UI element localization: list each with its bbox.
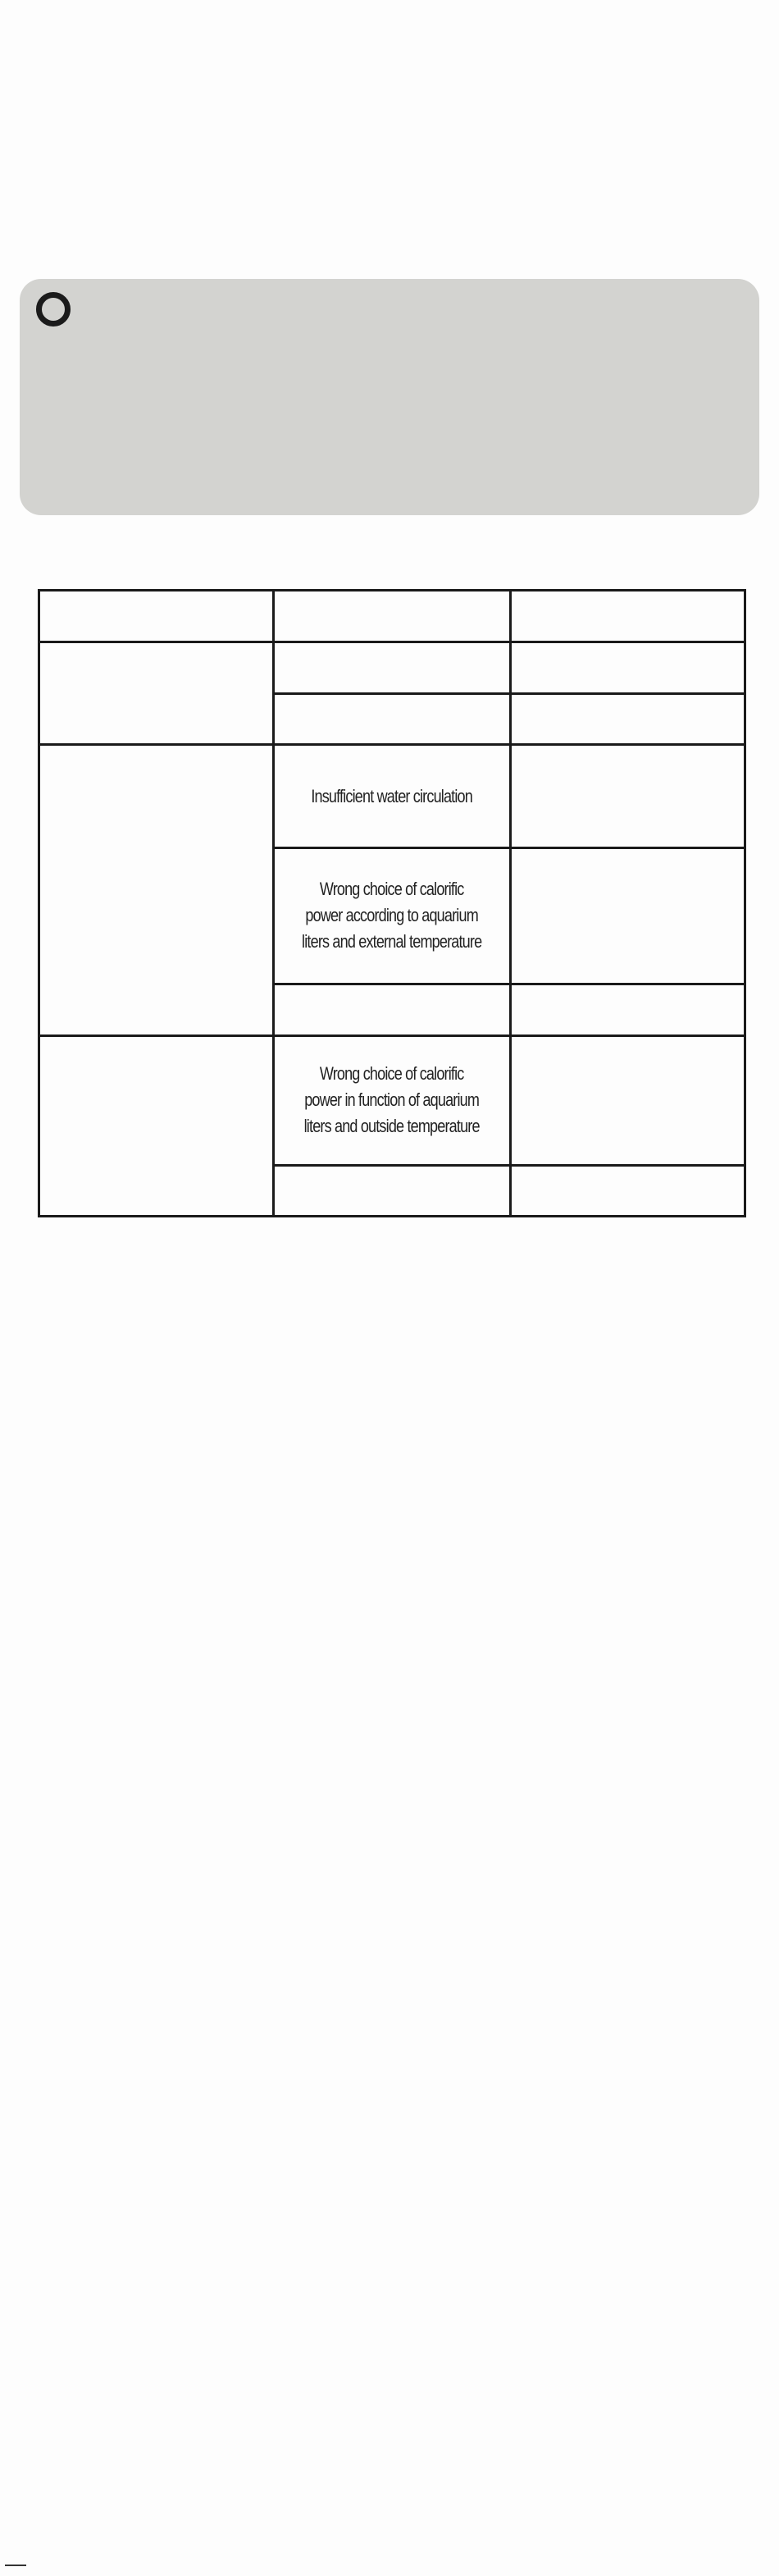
table-row xyxy=(39,1035,745,1165)
table-row xyxy=(39,745,745,848)
header-problem xyxy=(39,591,274,642)
cause-cell: Wrong choice of calorific power according to aquarium liters and external temperature xyxy=(274,848,510,984)
header-cause xyxy=(274,591,510,642)
page-marker-line xyxy=(5,2565,26,2566)
troubleshooting-table xyxy=(38,589,746,1217)
table-row xyxy=(39,642,745,694)
cause-cell xyxy=(274,984,510,1035)
cause-cell xyxy=(274,642,510,694)
solution-cell xyxy=(510,1035,745,1165)
cause-cell: Wrong choice of calorific power in function of aquarium liters and outside temperature xyxy=(274,1035,510,1165)
header-solution xyxy=(510,591,745,642)
solution-cell xyxy=(510,1165,745,1216)
solution-cell xyxy=(510,848,745,984)
solution-cell xyxy=(510,745,745,848)
circle-icon xyxy=(36,292,71,327)
cause-cell: Insufficient water circulation xyxy=(274,745,510,848)
problem-cell xyxy=(39,642,274,745)
cause-cell xyxy=(274,1165,510,1216)
problem-cell xyxy=(39,1035,274,1216)
cause-cell xyxy=(274,694,510,745)
table-header-row xyxy=(39,591,745,642)
solution-cell xyxy=(510,984,745,1035)
problem-cell xyxy=(39,745,274,1035)
solution-cell xyxy=(510,642,745,694)
solution-cell xyxy=(510,694,745,745)
info-box xyxy=(20,279,759,515)
